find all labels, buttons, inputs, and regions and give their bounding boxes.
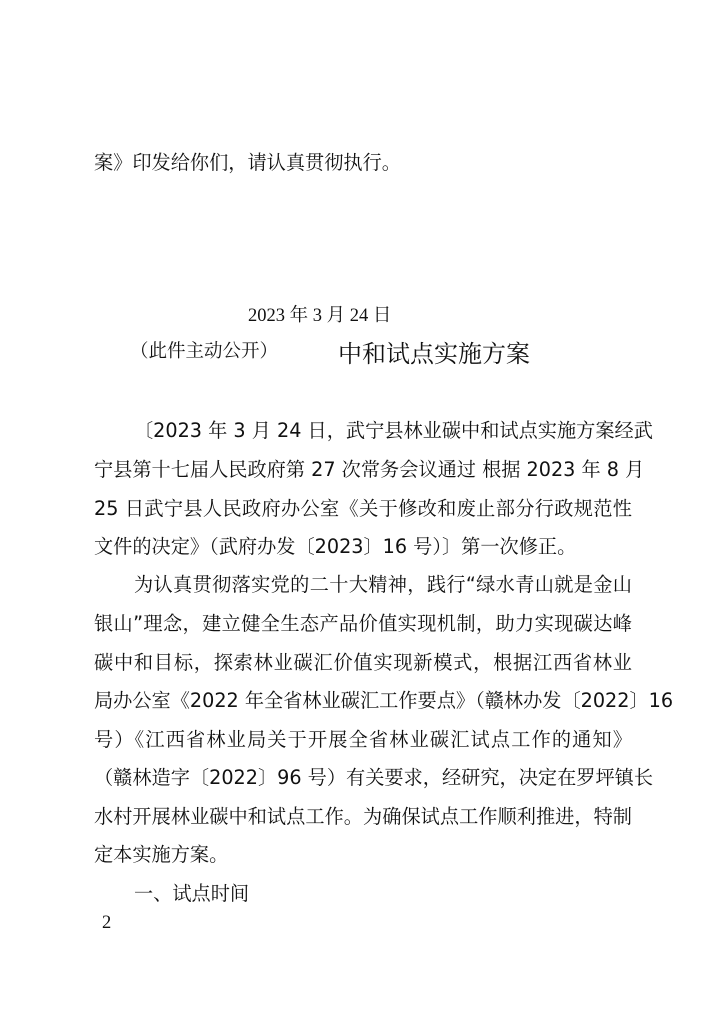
revision-note-line: 〔2023 年 3 月 24 日，武宁县林业碳中和试点实施方案经武	[134, 419, 653, 442]
body-paragraph-line: 定本实施方案。	[94, 843, 229, 866]
top-fragment-text: 案》印发给你们，请认真贯彻执行。	[94, 151, 401, 174]
revision-note-line: 文件的决定》（武府办发〔2023〕16 号）〕第一次修正。	[94, 535, 577, 558]
body-paragraph-line: 局办公室《2022 年全省林业碳汇工作要点》（赣林办发〔2022〕16	[94, 689, 674, 712]
revision-note-line: 25 日武宁县人民政府办公室《关于修改和废止部分行政规范性	[94, 497, 632, 520]
revision-note-line: 宁县第十七届人民政府第 27 次常务会议通过 根据 2023 年 8 月	[94, 458, 645, 481]
publicity-note: （此件主动公开）	[130, 341, 279, 362]
section-heading: 一、试点时间	[134, 882, 250, 905]
body-paragraph-line: （赣林造字〔2022〕96 号）有关要求，经研究，决定在罗坪镇长	[94, 766, 654, 789]
body-paragraph-line: 水村开展林业碳中和试点工作。为确保试点工作顺利推进，特制	[94, 805, 632, 828]
page-number: 2	[102, 913, 112, 933]
body-paragraph-line: 银山”理念，建立健全生态产品价值实现机制，助力实现碳达峰	[94, 612, 632, 635]
document-date: 2023 年 3 月 24 日	[248, 306, 392, 326]
document-title: 中和试点实施方案	[338, 340, 530, 368]
body-paragraph-line: 号）《江西省林业局关于开展全省林业碳汇试点工作的通知》	[94, 728, 632, 751]
body-paragraph-line: 为认真贯彻落实党的二十大精神，践行“绿水青山就是金山	[134, 573, 632, 596]
body-paragraph-line: 碳中和目标，探索林业碳汇价值实现新模式，根据江西省林业	[94, 651, 632, 674]
